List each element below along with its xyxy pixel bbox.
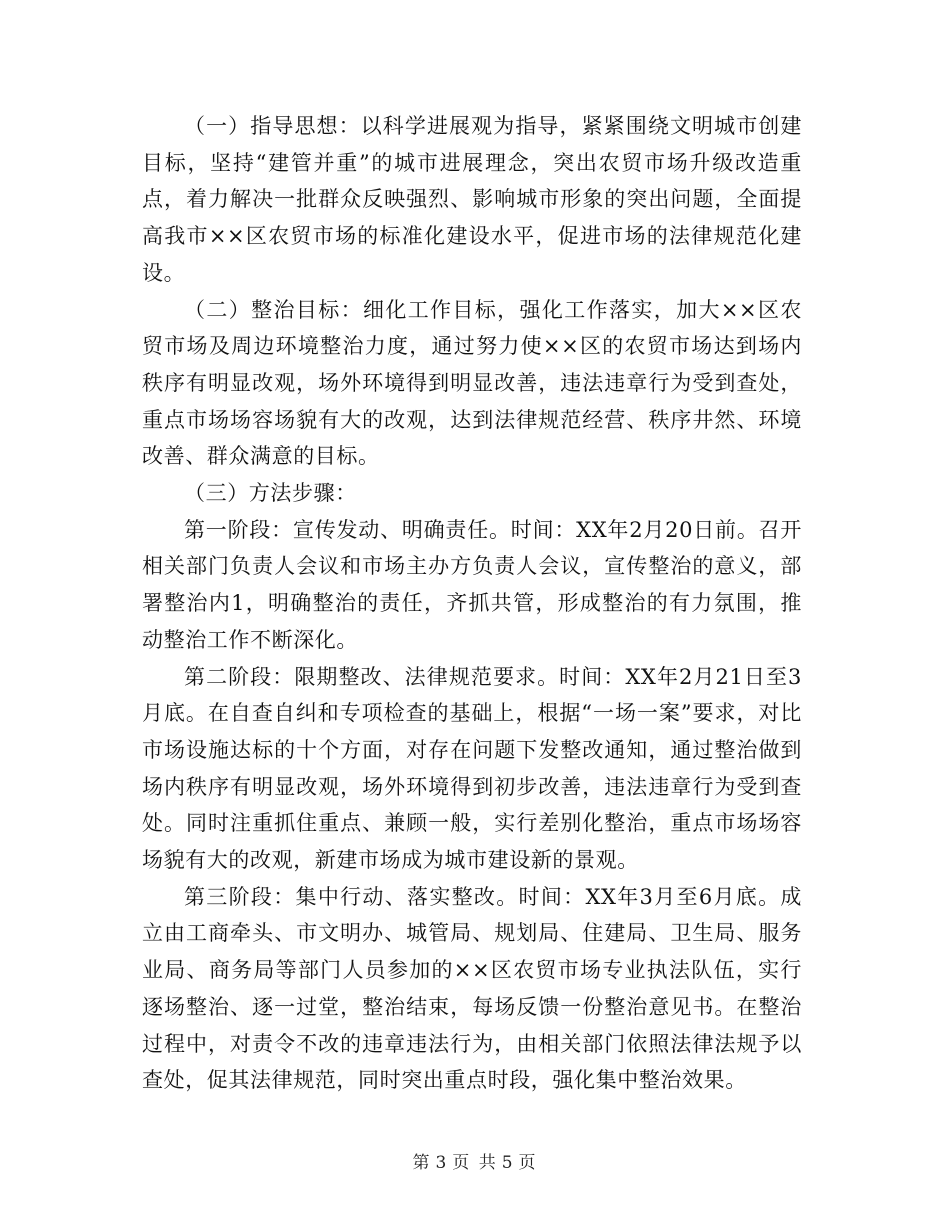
paragraph-rectification-goals: （二）整治目标：细化工作目标，强化工作落实，加大××区农贸市场及周边环境整治力度，通过努力使××区的农贸市场达到场内秩序有明显改观，场外环境得到明显改善，违法违章行为受到查处，重点市场场容场貌有大的改观，达到法律规范经营、秩序井然、环境改善、群众满意的目标。	[142, 297, 802, 469]
total-pages: 5	[501, 1153, 515, 1173]
page-number: 3	[435, 1153, 449, 1173]
paragraph-guiding-ideology: （一）指导思想：以科学进展观为指导，紧紧围绕文明城市创建目标，坚持“建管并重”的城市进展理念，突出农贸市场升级改造重点，着力解决一批群众反映强烈、影响城市形象的突出问题，全面提高我市××区农贸市场的标准化建设水平，促进市场的法律规范化建设。	[142, 114, 802, 285]
paragraph-method-steps-heading: （三）方法步骤：	[184, 481, 357, 506]
paragraph-stage-one: 第一阶段：宣传发动、明确责任。时间：XX年2月20日前。召开相关部门负责人会议和市场主办方负责人会议，宣传整治的意义，部署整治内1，明确整治的责任，齐抓共管，形成整治的有力氛围，推动整治工作不断深化。	[142, 517, 802, 652]
page-footer	[0, 1148, 950, 1173]
footer-prefix: 第	[412, 1153, 432, 1173]
paragraph-stage-three: 第三阶段：集中行动、落实整改。时间：XX年3月至6月底。成立由工商牵头、市文明办、城管局、规划局、住建局、卫生局、服务业局、商务局等部门人员参加的××区农贸市场专业执法队伍，实行逐场整治、逐一过堂，整治结束，每场反馈一份整治意见书。在整治过程中，对责令不改的违章违法行为，由相关部门依照法律法规予以查处，促其法律规范，同时突出重点时段，强化集中整治效果。	[142, 884, 802, 1093]
footer-middle: 页 共	[452, 1153, 498, 1173]
document-body	[142, 108, 802, 1099]
paragraph-stage-two: 第二阶段：限期整改、法律规范要求。时间：XX年2月21日至3月底。在自查自纠和专项检查的基础上，根据“一场一案”要求，对比市场设施达标的十个方面，对存在问题下发整改通知，通过整治做到场内秩序有明显改观，场外环境得到初步改善，违法违章行为受到查处。同时注重抓住重点、兼顾一般，实行差别化整治，重点市场场容场貌有大的改观，新建市场成为城市建设新的景观。	[142, 664, 802, 873]
footer-suffix: 页	[518, 1153, 538, 1173]
